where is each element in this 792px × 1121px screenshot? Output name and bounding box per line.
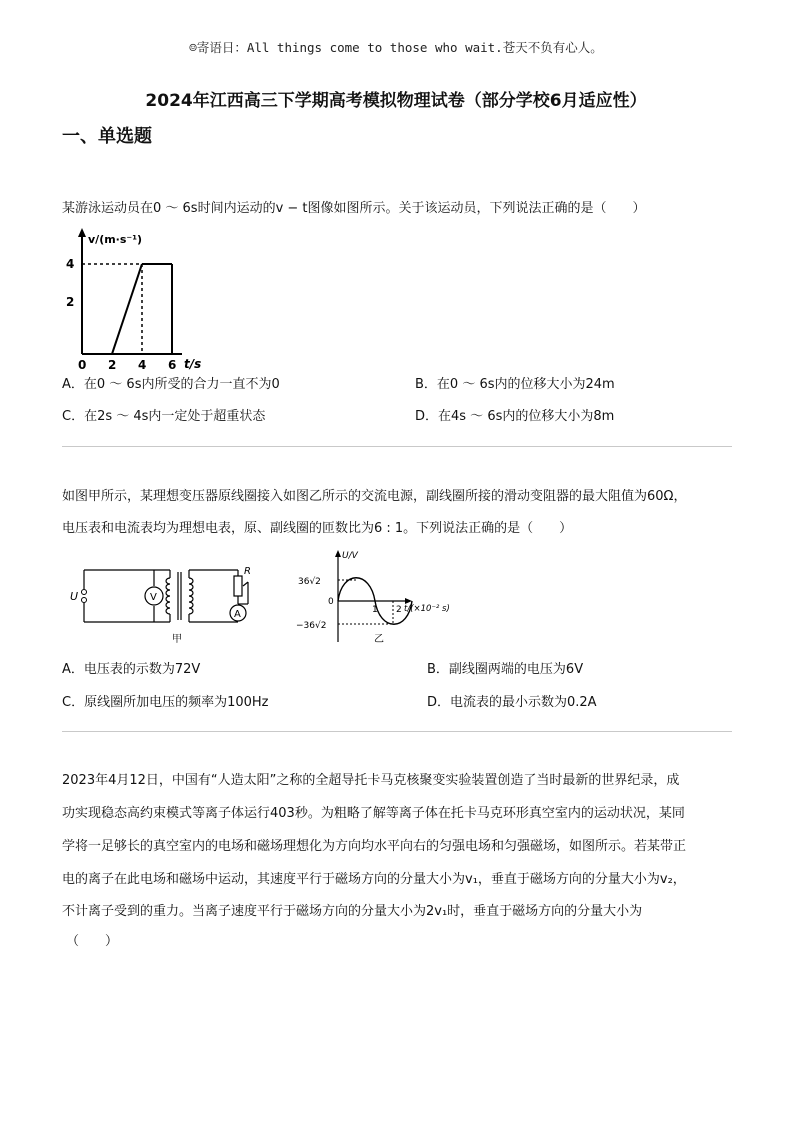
- rheostat-slider: [243, 582, 248, 586]
- voltmeter-label: V: [150, 592, 157, 603]
- wave-zero-label: 0: [328, 597, 334, 607]
- secondary-coil: [189, 578, 193, 614]
- wave-xlabel: t/(×10⁻² s): [404, 604, 450, 614]
- q2-stem-line1: 如图甲所示，某理想变压器原线圈接入如图乙所示的交流电源，副线圈所接的滑动变阻器的最大阻值为60Ω，: [62, 489, 687, 504]
- wave-ylabel: U/V: [342, 551, 358, 561]
- xtick-6: 6: [168, 357, 177, 372]
- primary-coil: [166, 578, 170, 614]
- q2-option-a[interactable]: A．电压表的示数为72V: [62, 662, 201, 677]
- wave-caption: 乙: [374, 634, 384, 645]
- ytick-4: 4: [66, 257, 75, 271]
- velocity-line-rise: [112, 264, 142, 354]
- q2-stem-line2: 电压表和电流表均为理想电表，原、副线圈的匝数比为6 : 1。下列说法正确的是（ ）: [62, 521, 573, 536]
- xtick-4: 4: [138, 357, 147, 372]
- section-heading: 一、单选题: [62, 126, 152, 147]
- source-label: U: [70, 590, 79, 603]
- source-terminal-bottom: [82, 598, 87, 603]
- wave-tick-2: 2: [396, 605, 402, 615]
- q1-stem: 某游泳运动员在0 ～ 6s时间内运动的v − t图像如图所示。关于该运动员，下列说法正确的是（ ）: [62, 201, 646, 216]
- q1-option-c[interactable]: C．在2s ～ 4s内一定处于超重状态: [62, 409, 266, 424]
- rheostat-label: R: [244, 566, 251, 577]
- q2-voltage-wave-graph: [290, 548, 470, 648]
- graph-ylabel: v/(m·s⁻¹): [88, 233, 143, 246]
- q3-line4: 电的离子在此电场和磁场中运动，其速度平行于磁场方向的分量大小为v₁，垂直于磁场方向的分量大小为v₂，: [62, 872, 686, 887]
- exam-title: 2024年江西高三下学期高考模拟物理试卷（部分学校6月适应性）: [145, 91, 647, 111]
- q1-vt-graph: [62, 226, 222, 372]
- wave-tick-1: 1: [372, 605, 378, 615]
- ytick-2: 2: [66, 295, 75, 309]
- circuit-caption: 甲: [172, 634, 182, 645]
- divider: [62, 446, 732, 447]
- wave-ymax-label: 36√2: [298, 577, 321, 587]
- q1-option-b[interactable]: B．在0 ～ 6s内的位移大小为24m: [415, 377, 615, 392]
- q1-option-a[interactable]: A．在0 ～ 6s内所受的合力一直不为0: [62, 377, 280, 392]
- q3-line3: 学将一足够长的真空室内的电场和磁场理想化为方向均水平向右的匀强电场和匀强磁场，如图所示。若某带正: [62, 839, 687, 854]
- ammeter-label: A: [234, 609, 241, 620]
- header-motto: ☺寄语日：All things come to those who wait.苍天不负有心人。: [189, 40, 603, 55]
- wave-ymin-label: −36√2: [296, 621, 327, 631]
- q2-option-b[interactable]: B．副线圈两端的电压为6V: [427, 662, 584, 677]
- q3-line2: 功实现稳态高约束模式等离子体运行403秒。为粗略了解等离子体在托卡马克环形真空室内的运动状况，某同: [62, 806, 685, 821]
- q2-option-d[interactable]: D．电流表的最小示数为0.2A: [427, 695, 597, 710]
- xtick-2: 2: [108, 357, 117, 372]
- source-terminal-top: [82, 590, 87, 595]
- xtick-0: 0: [78, 357, 87, 372]
- y-axis-arrow: [78, 228, 86, 237]
- q3-line1: 2023年4月12日，中国有“人造太阳”之称的全超导托卡马克核聚变实验装置创造了当时最新的世界纪录，成: [62, 773, 680, 788]
- q1-option-d[interactable]: D．在4s ～ 6s内的位移大小为8m: [415, 409, 615, 424]
- q2-circuit-diagram: [62, 558, 262, 650]
- q3-line5: 不计离子受到的重力。当离子速度平行于磁场方向的分量大小为2v₁时，垂直于磁场方向的分量大小为: [62, 904, 643, 919]
- q3-line6: （ ）: [66, 934, 119, 949]
- rheostat: [234, 576, 242, 596]
- q2-option-c[interactable]: C．原线圈所加电压的频率为100Hz: [62, 695, 269, 710]
- divider: [62, 731, 732, 732]
- graph-xlabel: t/s: [184, 356, 202, 371]
